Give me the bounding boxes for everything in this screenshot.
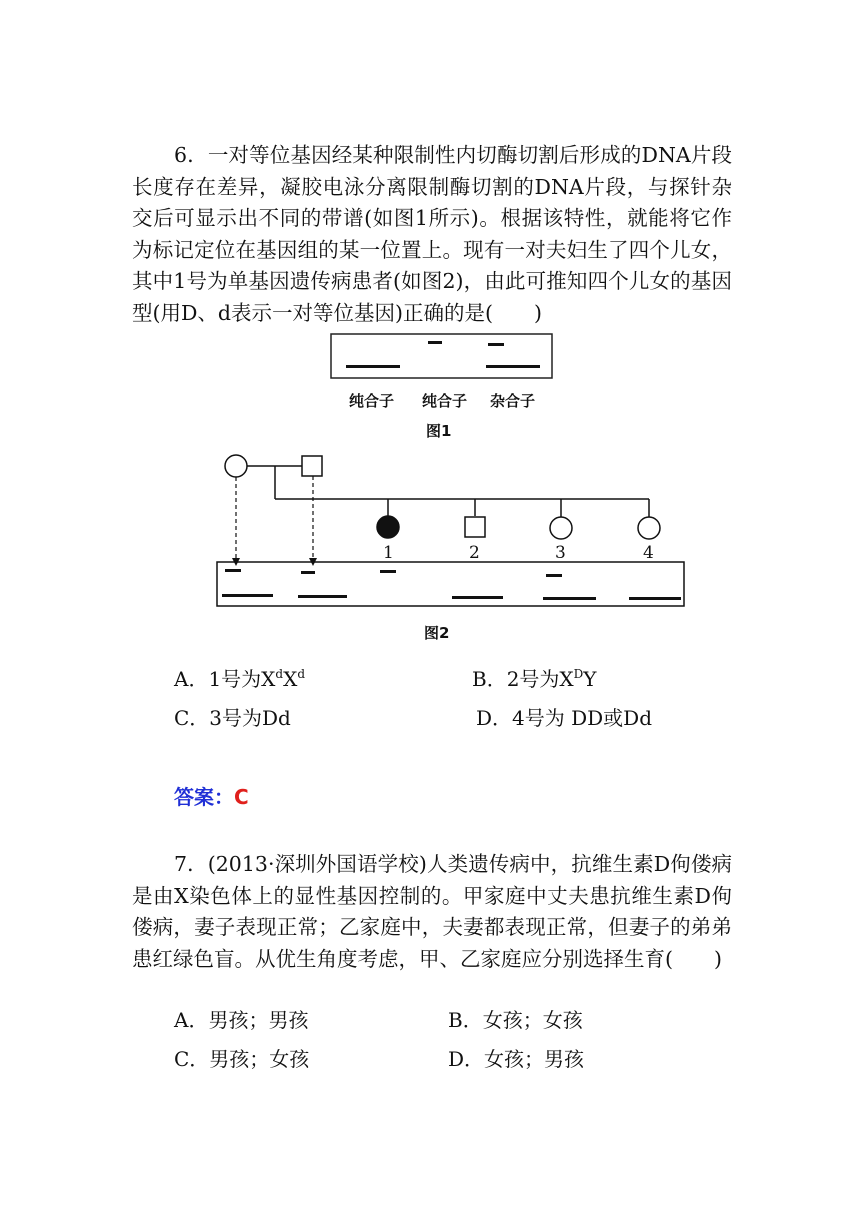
figure-2-bands [222,569,681,600]
q6-option-d[interactable]: D．4号为 DD或Dd [476,706,653,730]
child-4-female [638,517,660,539]
band-heterozygote-upper [488,343,504,346]
father-symbol [302,456,322,476]
q6-option-b[interactable]: B．2号为$X^DY$ [472,667,597,691]
fig1-label-heterozygote: 杂合子 [490,392,536,410]
band-mother-lower [222,594,273,597]
question-7-stem: 7．(2013·深圳外国语学校)人类遗传病中，抗维生素D佝偻病是由X染色体上的显性基因控制的。甲家庭中丈夫患抗维生素D佝偻病，妻子表现正常；乙家庭中，夫妻都表现正常，但妻子的弟弟患红绿色盲。从优生角度考虑，甲、乙家庭应分别选择生育( ) [132,852,732,971]
band-father-lower [298,595,347,598]
q7-option-a[interactable]: A．男孩；男孩 [174,1008,309,1032]
child-1-affected-female [377,516,399,538]
fig1-label-homozygote-1: 纯合子 [349,392,395,410]
band-heterozygote-lower [486,365,540,368]
answer-value: C [234,785,249,809]
child-2-male [465,517,485,537]
figure-1-gel [331,334,552,378]
question-6-stem: 6．一对等位基因经某种限制性内切酶切割后形成的DNA片段长度存在差异，凝胶电泳分离限制酶切割的DNA片段，与探针杂交后可显示出不同的带谱(如图1所示)。根据该特性，就能将它作为标记定位在基因组的某一位置上。现有一对夫妇生了四个儿女，其中1号为单基因遗传病患者(如图2)，由此可推知四个儿女的基因型(用D、d表示一对等位基因)正确的是( ) [132,143,732,325]
q6-answer [174,781,249,810]
child-label-1: 1 [383,543,394,563]
band-mother-upper [225,569,241,572]
fig1-caption: 图1 [426,422,452,440]
fig2-caption: 图2 [424,624,450,642]
q7-option-c[interactable]: C．男孩；女孩 [174,1047,310,1071]
fig1-label-homozygote-2: 纯合子 [422,392,468,410]
band-child-1 [380,570,396,573]
q6-option-a[interactable]: A．1号为$X^dX^d$ [174,667,306,691]
q7-option-b[interactable]: B．女孩；女孩 [448,1008,583,1032]
band-child-4 [629,597,681,600]
band-father-upper [301,571,315,574]
mother-symbol [225,455,247,477]
child-label-2: 2 [469,543,480,563]
q6-option-c[interactable]: C．3号为Dd [174,706,291,730]
child-3-female [550,517,572,539]
answer-label: 答案： [174,785,234,809]
band-child-3-upper [546,574,562,577]
child-label-3: 3 [555,543,566,563]
figure-2-pedigree [217,455,684,606]
q7-option-d[interactable]: D．女孩；男孩 [448,1047,585,1071]
band-homozygote-1 [346,365,400,368]
child-label-4: 4 [643,543,654,563]
figure-2-gel [217,562,684,606]
band-child-3-lower [543,597,596,600]
band-child-2 [452,596,503,599]
band-homozygote-2 [428,341,442,344]
